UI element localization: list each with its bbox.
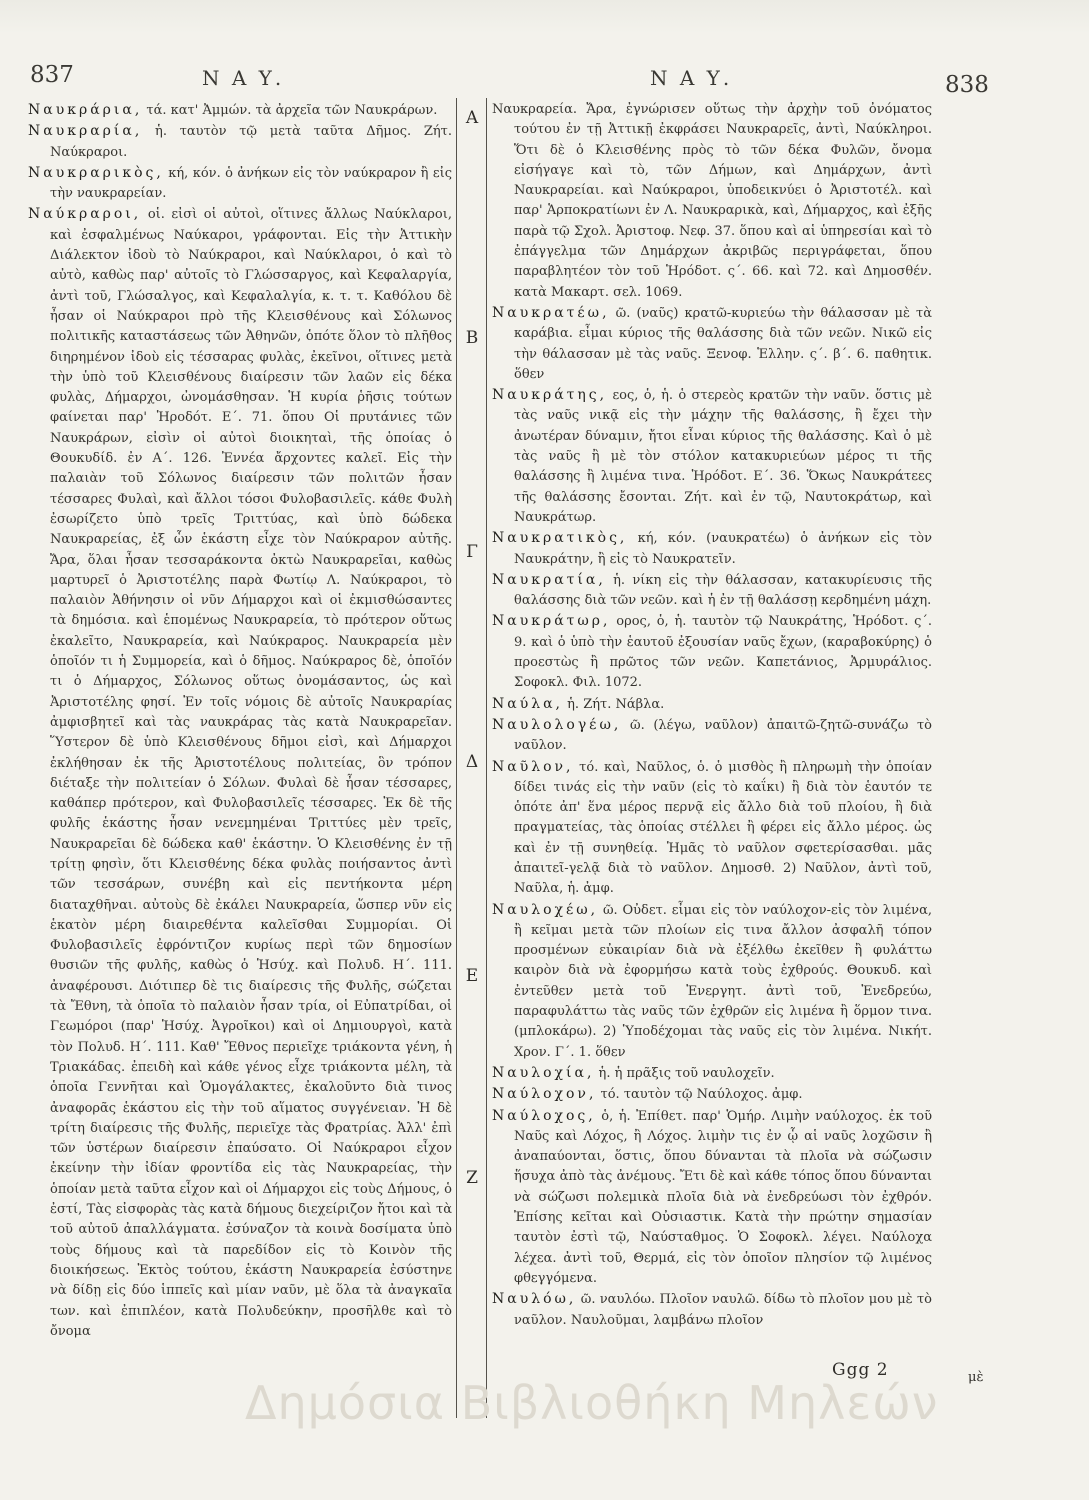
entry-headword: Ναύλα, xyxy=(492,695,563,712)
margin-letter: Z xyxy=(466,1168,478,1188)
margin-letter: Γ xyxy=(466,542,478,562)
entry-headword: Ναυκρατία, xyxy=(492,571,606,588)
dictionary-entry xyxy=(28,100,452,121)
dictionary-entry xyxy=(492,611,932,693)
entry-headword: Ναυκρατέω, xyxy=(492,304,610,321)
entry-headword: Ναυλολογέω, xyxy=(492,716,622,733)
entry-headword: Ναυκράτωρ, xyxy=(492,613,611,630)
entry-headword: Ναυλοχέω, xyxy=(492,901,599,918)
dictionary-entry xyxy=(492,1063,932,1084)
dictionary-entry xyxy=(492,100,932,303)
entry-text: τό. καὶ, Ναῦλος, ὁ. ὁ μισθὸς ἢ πληρωμὴ τὴν ὁποίαν δίδει τινάς εἰς τὴν ναῦν (εἰς τὸ καΐκι) ἢ διὰ τὸν ἑαυτόν τε ὁπότε ἀπ' ἕνα μέρος περνᾷ εἰς ἄλλο διὰ τοῦ πλοίου, ἢ διὰ πραγματείας, τὰς ὁποίας στέλλει ἢ φέρει εἰς ἄλλο μέρος. ὡς καὶ ἐν τῇ συνηθείᾳ. Ἡμᾶς τὸ ναῦλον σφετερίσασθαι. μᾶς ἀπαιτεῖ-γελᾷ διὰ τὸ ναῦλον. Δημοσθ. 2) Ναῦλον, ἀντὶ τοῦ, Ναῦλα, ἡ. ἀμφ. xyxy=(514,759,932,897)
entry-text: τό. ταυτὸν τῷ Ναύλοχος. ἀμφ. xyxy=(600,1087,803,1103)
margin-letter: E xyxy=(465,966,479,986)
entry-text: ῶ. (ναῦς) κρατῶ-κυριεύω τὴν θάλασσαν μὲ τὰ καράβια. εἶμαι κύριος τῆς θαλάσσης διὰ τῶν νεῶν. Νικῶ εἰς τὴν θάλασσαν μὲ τὰς ναῦς. Ξενοφ. Ἑλλην. ς΄. β΄. 6. παθητικ. ὅθεν xyxy=(514,305,932,382)
library-watermark: Δημόσια Βιβλιοθήκη Μηλεών xyxy=(245,1376,939,1430)
entry-headword: Ναύκραροι, xyxy=(28,206,142,223)
dictionary-entry xyxy=(492,900,932,1063)
column-rule-right xyxy=(486,98,487,1418)
entry-text: κή, κόν. (ναυκρατέω) ὁ ἀνήκων εἰς τὸν Ναυκράτην, ἢ εἰς τὸ Ναυκρατεῖν. xyxy=(514,531,932,567)
entry-headword: Ναύλοχον, xyxy=(492,1086,597,1103)
right-page-number: 838 xyxy=(945,72,989,98)
entry-text: εος, ὁ, ἡ. ὁ στερεὸς κρατῶν τὴν ναῦν. ὅστις μὲ τὰς ναῦς νικᾷ εἰς τὴν μάχην τῆς θαλάσσης, ἢ ἔχει τὴν ἀνωτέραν δύναμιν, ἤτοι εἶναι κύριος τῆς θαλάσσης. Καὶ ὁ μὲ τὰς ναῦς ἢ μὲ τὸν στόλον κατακυριεύων μέρος τι τῆς θαλάσσης ἢ λιμένα τινα. Ἡρόδοτ. Ε΄. 36. Ὅκως Ναυκράτεες τῆς θαλάσσης ἔσονται. Ζήτ. καὶ ἐν τῷ, Ναυτοκράτωρ, καὶ Ναυκράτωρ. xyxy=(514,388,932,525)
entry-text: τά. κατ' Ἀμμών. τὰ ἀρχεῖα τῶν Ναυκράρων. xyxy=(146,103,438,118)
dictionary-entry xyxy=(28,163,452,205)
right-column xyxy=(492,100,932,1480)
entry-text: ορος, ὁ, ἡ. ταυτὸν τῷ Ναυκράτης, Ἡρόδοτ. ς΄. 9. καὶ ὁ ὑπὸ τὴν ἑαυτοῦ ἐξουσίαν ναῦς ἔχων, (καραβοκύρης) ὁ προεστὼς ἢ πρῶτος τῶν νεῶν. Καπετάνιος, Ἀρμυράλιος. Σοφοκλ. Φιλ. 1072. xyxy=(514,614,932,691)
signature-mark: Ggg 2 xyxy=(832,1360,889,1380)
entry-headword: Ναυκραρία, xyxy=(28,123,143,140)
left-running-head: Ν Α Υ. xyxy=(202,66,285,90)
margin-letter: A xyxy=(465,108,479,128)
page-edge-shadow xyxy=(0,0,1089,34)
dictionary-entry xyxy=(492,303,932,385)
entry-text: Ναυκραρεία. Ἄρα, ἐγνώρισεν οὕτως τὴν ἀρχὴν τοῦ ὀνόματος τούτου ἐν τῇ Ἀττικῇ ἐκφράσει Ναυκραρεῖς, ἀντὶ, Ναύκληροι. Ὅτι δὲ ὁ Κλεισθένης πρὸς τὸ τῶν δέκα Φυλῶν, ὄνομα εἰσήγαγε καὶ τὸ, τῶν Δήμων, καὶ Δημάρχων, ἀντὶ Ναυκραρείαι. καὶ Ναύκραροι, ὑποδεικνύει ὁ Ἀριστοτέλ. καὶ παρ' Ἁρποκρατίωνι ἐν Λ. Ναυκραρικὰ, καὶ, Δήμαρχος, καὶ ἐξῆς παρὰ τῷ Σχολ. Ἀριστοφ. Νεφ. 37. ὅπου καὶ αἱ ὑπηρεσίαι καὶ τὸ ἐπάγγελμα τῶν Δημάρχων ἀκριβῶς περιγράφεται, ὅπου παραβλητέον τὸν τοῦ Ἡρόδοτ. ς΄. 66. καὶ 72. καὶ Δημοσθέν. κατὰ Μακαρτ. σελ. 1069. xyxy=(492,102,932,300)
entry-headword: Ναυκράτης, xyxy=(492,387,608,404)
catchword: μὲ xyxy=(968,1370,984,1385)
entry-text: οἱ. εἰσὶ οἱ αὐτοὶ, οἵτινες ἄλλως Ναύκλαροι, καὶ ἐσφαλμένως Ναύκαροι, γράφονται. Εἰς τὴν Ἀττικὴν Διάλεκτον ἰδοὺ τὸ Ναύκραροι, καὶ Ναύκλαροι, ὁ καὶ τὸ αὐτὸ, καθὼς παρ' αὐτοῖς τὸ Γλώσσαργος, καὶ Κεφαλαργία, ἀντὶ τοῦ, Γλώσαλγος, καὶ Κεφαλαλγία, κ. τ. τ. Καθόλου δὲ ἦσαν οἱ Ναύκραροι πρὸ τῆς Κλεισθένους καὶ Σόλωνος πολιτικῆς καταστάσεως τῶν Ἀθηνῶν, ὁπότε ὅλον τὸ πλῆθος διηρημένον ἰδοὺ εἰς τέσσαρας φυλὰς, ἐκεῖνοι, οἵτινες μετὰ τὴν ὑπὸ τοῦ Κλεισθένους διαίρεσιν τῶν λαῶν εἰς δέκα φυλὰς, Δήμαρχοι, ὠνομάσθησαν. Ἡ κυρία ῥῆσις τούτων φαίνεται παρ' Ἡροδότ. Ε΄. 71. ὅπου Οἱ πρυτάνιες τῶν Ναυκράρων, εἰσὶν οἱ αὐτοὶ διοικηταὶ, τῆς ὁποίας ὁ Θουκυδίδ. ἐν Α΄. 126. Ἐννέα ἄρχοντες καλεῖ. Εἰς τὴν παλαιὰν τοῦ Σόλωνος διαίρεσιν τῶν πολιτῶν ἦσαν τέσσαρες Φυλαὶ, καὶ ἄλλοι τόσοι Φυλοβασιλεῖς. κάθε Φυλὴ ἐσωρίζετο ὑπὸ τρεῖς Τριττύας, καὶ ὑπὸ δώδεκα Ναυκραρείας, ἐξ ὧν ἑκάστη εἶχε τὸν Ναύκραρον αὐτῆς. Ἄρα, ὅλαι ἦσαν τεσσαράκοντα ὀκτὼ Ναυκραρεῖαι, καθὼς μαρτυρεῖ ὁ Ἀριστοτέλης παρὰ Φωτίῳ Λ. Ναύκραροι, τὸ παλαιὸν Ἀθήνησιν οἱ νῦν Δήμαρχοι καὶ οἱ ἐκμισθώσαντες τὰ δημόσια. καὶ ἑπομένως Ναυκραρεία, τὸ πρότερον οὕτως ἐκαλεῖτο, Ναυκραρεία, καὶ Ναύκραρος. Ναυκραρεία μὲν ὁποῖόν τι ἡ Συμμορεία, καὶ ὁ δῆμος. Ναύκραρος δὲ, ὁποῖόν τι ὁ Δήμαρχος, Σόλωνος οὕτως ὀνομάσαντος, ὡς καὶ Ἀριστοτέλης φησί. Ἐν τοῖς νόμοις δὲ αὐτοῖς Ναυκραρίας ἀμφισβητεῖ καὶ τὰς ναυκράρας τὰς κατὰ Ναυκραρεῖαν. Ὕστερον δὲ ὑπὸ Κλεισθένους δῆμοι εἰσὶ, καὶ Δήμαρχοι ἐκλήθησαν ἐκ τῆς Ἀριστοτέλους πολιτείας, ὃν τρόπον διέταξε τὴν πολιτείαν ὁ Σόλων. Φυλαὶ δὲ ἦσαν τέσσαρες, καθάπερ πρότερον, καὶ Φυλοβασιλεῖς τέσσαρες. Ἐκ δὲ τῆς φυλῆς ἑκάστης ἦσαν νενεμημέναι Τριττύες μὲν τρεῖς, Ναυκραρεῖαι δὲ δώδεκα καθ' ἑκάστην. Ὁ Κλεισθένης ἐν τῇ τρίτῃ φησὶν, ὅτι Κλεισθένης δέκα φυλὰς ποιήσαντος ἀντὶ τῶν τεσσάρων, συνέβη καὶ εἰς πεντήκοντα μέρη διαταχθῆναι. αὐτοὺς δὲ ἐκάλει Ναυκραρεία, ὥσπερ νῦν εἰς ἑκατὸν μέρη διαιρεθέντα καλεῖσθαι Συμμορίαι. Οἱ Φυλοβασιλεῖς ἐφρόντιζον κυρίως περὶ τῶν δημοσίων θυσιῶν τῆς φυλῆς, καθὼς ὁ Ἡσύχ. καὶ Πολυδ. Η΄. 111. ἀναφέρουσι. Διότιπερ δὲ τις διαίρεσις τῆς Φυλῆς, σώζεται τὰ Ἔθνη, τὰ ὁποῖα τὸ παλαιὸν ἦσαν τρία, οἱ Εὐπατρίδαι, οἱ Γεωμόροι (παρ' Ἡσύχ. Ἀγροῖκοι) καὶ οἱ Δημιουργοὶ, κατὰ τὸν Πολυδ. Η΄. 111. Καθ' Ἔθνος περιεῖχε τριάκοντα γένη, ἡ Τριακάδας. ἐπειδὴ καὶ κάθε γένος εἶχε τριάκοντα μέλη, τὰ ὁποῖα Γεννῆται καὶ Ὁμογάλακτες, ἐκαλοῦντο διὰ τινος ἀναφορᾶς ἑκάστου εἰς τὴν τοῦ αἵματος συγγένειαν. Ἡ δὲ τρίτη διαίρεσις τῆς Φυλῆς, περιεῖχε τὰς Φρατρίας. Ἀλλ' ἐπὶ τῶν ὑστέρων διαίρεσιν ἐπαύσατο. Οἱ Ναύκραροι εἶχον ἐκείνην τὴν ἰδίαν φροντίδα εἰς τὰς Ναυκραρείας, τὴν ὁποίαν μετὰ ταῦτα εἶχον καὶ οἱ Δήμαρχοι εἰς τοὺς Δήμους, ὁ ἐστί, Τὰς εἰσφορὰς τὰς κατὰ δήμους διεχείριζον ἤτοι καὶ τὰ τοῦ αὐτοῦ ἀπαλλάγματα. ἐσύναζον τὰ κοινὰ δοσίματα ὑπὸ τοὺς δήμους καὶ τὰ παρεδίδον εἰς τὸ Κοινὸν τῆς διοικήσεως. Ἐκτὸς τούτου, ἑκάστη Ναυκραρεία ἐσύστηνε νὰ δίδῃ εἰς δύο ἱππεῖς καὶ μίαν ναῦν, μὲ ὅλα τὰ ἀναγκαῖα των. καὶ ἐπιπλέον, κατὰ Πολυδεύκην, προσῆλθε καὶ τὸ ὄνομα xyxy=(50,207,452,1339)
dictionary-entry xyxy=(492,757,932,900)
entry-text: ῶ. Οὐδετ. εἶμαι εἰς τὸν ναύλοχον-εἰς τὸν λιμένα, ἢ κεῖμαι μετὰ τῶν πλοίων εἰς τινα ἄλλον ἀσφαλῆ τόπον προσμένων εὐκαιρίαν διὰ νὰ ἐξέλθω ἐκεῖθεν ἢ φυλάττω καιρὸν διὰ νὰ ἐφορμήσω κατὰ τοὺς ἐχθρούς. Θουκυδ. καὶ ἐντεῦθεν μετὰ τοῦ Ἐνεργητ. ἀντὶ τοῦ, Ἐνεδρεύω, παραφυλάττω τὰς ναῦς τῶν ἐχθρῶν εἰς λιμένα ἢ ὅρμον τινα. (μπλοκάρω). 2) Ὑποδέχομαι τὰς ναῦς εἰς τὸν λιμένα. Νικήτ. Χρον. Γ΄. 1. ὅθεν xyxy=(514,902,932,1060)
dictionary-entry xyxy=(492,694,932,715)
entry-text: ἡ. Ζήτ. Νάβλα. xyxy=(567,696,665,712)
dictionary-entry xyxy=(492,1106,932,1290)
dictionary-entry xyxy=(492,385,932,528)
dictionary-entry xyxy=(28,121,452,163)
margin-letter: B xyxy=(465,328,479,348)
entry-headword: Ναυκραρικὸς, xyxy=(28,164,164,181)
dictionary-entry xyxy=(492,1084,932,1105)
entry-headword: Ναύλοχος, xyxy=(492,1107,596,1124)
entry-text: ῶ. ναυλόω. Πλοῖον ναυλῶ. δίδω τὸ πλοῖον μου μὲ τὸ ναῦλον. Ναυλοῦμαι, λαμβάνω πλοῖον xyxy=(514,1292,932,1328)
dictionary-entry xyxy=(492,1289,932,1331)
entry-text: ἡ. ἡ πρᾶξις τοῦ ναυλοχεῖν. xyxy=(598,1065,775,1081)
left-page-number: 837 xyxy=(30,62,74,88)
dictionary-entry xyxy=(492,570,932,612)
entry-text: ἡ. ταυτὸν τῷ μετὰ ταῦτα Δῆμος. Ζήτ. Ναύκραροι. xyxy=(50,124,452,160)
left-column xyxy=(28,100,452,1480)
entry-headword: Ναυκράρια, xyxy=(28,102,143,118)
dictionary-entry xyxy=(492,528,932,570)
dictionary-entry xyxy=(492,715,932,757)
right-running-head: Ν Α Υ. xyxy=(650,66,733,90)
entry-headword: Ναυκρατικὸς, xyxy=(492,530,628,547)
entry-text: ἡ. νίκη εἰς τὴν θάλασσαν, κατακυρίευσις τῆς θαλάσσης διὰ τῶν νεῶν. καὶ ἡ ἐν τῇ θαλάσσῃ κερδημένη μάχη. xyxy=(514,572,932,609)
entry-text: κή, κόν. ὁ ἀνήκων εἰς τὸν ναύκραρον ἢ εἰς τὴν ναυκραρείαν. xyxy=(50,165,452,202)
column-rule-left xyxy=(456,98,457,1418)
entry-text: ῶ. (λέγω, ναῦλον) ἀπαιτῶ-ζητῶ-συνάζω τὸ ναῦλον. xyxy=(514,717,932,754)
entry-headword: Ναῦλον, xyxy=(492,758,574,775)
dictionary-entry xyxy=(28,204,452,1342)
margin-letter: Δ xyxy=(465,752,479,772)
entry-text: ὁ, ἡ. Ἐπίθετ. παρ' Ὁμήρ. Λιμὴν ναύλοχος. ἐκ τοῦ Ναῦς καὶ Λόχος, ἢ Λόχος. λιμὴν τις ἐν ᾧ αἱ ναῦς λοχῶσιν ἢ ἀναπαύονται, ὅστις, ὅπου δύνανται τὰ πλοῖα νὰ σώζωσιν ἥσυχα ἀπὸ τὰς ἀνέμους. Ἔτι δὲ καὶ κάθε τόπος ὅπου δύνανται νὰ σώζωσι πολεμικὰ πλοῖα διὰ νὰ ἐνεδρεύωσι τὸν ἐχθρόν. Ἐπίσης κεῖται καὶ Οὐσιαστικ. Κατὰ τὴν πρώτην σημασίαν ταυτὸν ἐστὶ τῷ, Ναύσταθμος. Ὁ Σοφοκλ. λέγει. Ναύλοχα λέχεα. ἀντὶ τοῦ, Θερμά, εἰς τὸν ὁποῖον πλησίον τῷ λιμένος φθεγγόμενα. xyxy=(514,1108,932,1286)
entry-headword: Ναυλόω, xyxy=(492,1291,577,1308)
entry-headword: Ναυλοχία, xyxy=(492,1064,595,1081)
